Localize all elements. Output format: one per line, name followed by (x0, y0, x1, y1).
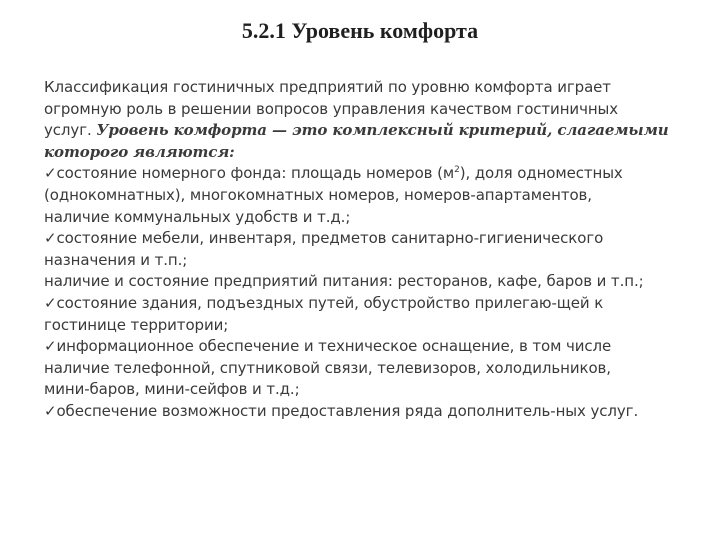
list-item-catering: наличие и состояние предприятий питания: ресторанов, кафе, баров и т.п.; (44, 272, 644, 291)
list-item-text: состояние номерного фонда: площадь номеров (м (56, 164, 455, 183)
list-item-continuation: (однокомнатных), многокомнатных номеров, номеров-апартаментов, (44, 185, 592, 204)
intro-line-2: огромную роль в решении вопросов управления качеством гостиничных (44, 99, 619, 118)
slide-title: 5.2.1 Уровень комфорта (241, 18, 479, 43)
checkmark-icon: ✓ (44, 401, 57, 420)
list-item-housing-fund (44, 163, 694, 185)
list-item-continuation: назначения и т.п.; (44, 250, 188, 269)
list-item-text: информационное обеспечение и техническое оснащение, в том числе (56, 337, 612, 356)
checkmark-icon: ✓ (44, 229, 57, 248)
superscript: 2 (454, 165, 460, 176)
list-item-continuation: мини-баров, мини-сейфов и т.д.; (44, 380, 300, 399)
checkmark-icon: ✓ (44, 293, 57, 312)
list-item-text: обеспечение возможности предоставления ряда дополнитель-ных услуг. (56, 401, 639, 420)
intro-line-1: Классификация гостиничных предприятий по уровню комфорта играет (44, 78, 611, 96)
slide-body (44, 77, 694, 423)
list-item-continuation: наличие телефонной, спутниковой связи, телевизоров, холодильников, (44, 358, 611, 377)
list-item-continuation: наличие коммунальных удобств и т.д.; (44, 207, 351, 226)
intro-line-3 (44, 120, 694, 142)
checkmark-icon: ✓ (44, 164, 57, 183)
list-item-services (44, 401, 694, 423)
intro-line-3-text: услуг. (44, 121, 92, 140)
definition-line-2: которого являются: (44, 142, 235, 161)
definition-line-1: Уровень комфорта — это комплексный критерий, слагаемыми (96, 121, 669, 140)
list-item-text: состояние мебели, инвентаря, предметов санитарно-гигиенического (56, 229, 604, 248)
list-item-continuation: гостинице территории; (44, 315, 229, 334)
list-item-furniture (44, 228, 694, 250)
checkmark-icon: ✓ (44, 337, 57, 356)
list-item-text: ), доля одноместных (459, 164, 623, 183)
list-item-text: состояние здания, подъездных путей, обустройство прилегаю-щей к (56, 293, 604, 312)
list-item-building (44, 293, 694, 315)
list-item-information (44, 336, 694, 358)
